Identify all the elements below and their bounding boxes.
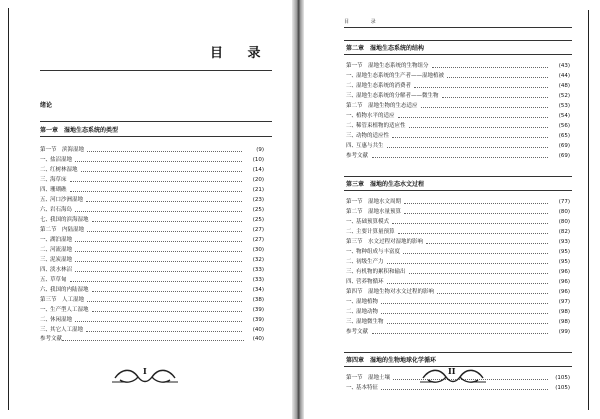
entry-label: 湿地植物 [356,299,379,305]
leader-dots [86,201,242,202]
toc-entry[interactable] [346,258,570,267]
entry-page: (32) [252,257,264,263]
toc-entry[interactable] [40,236,264,245]
entry-number: 三、 [346,269,358,275]
entry-label: 物种组成与丰富度 [356,249,401,255]
entry-label: 湿地生物的生态适应 [368,103,418,109]
entry-page: (96) [558,279,570,285]
leader-dots [70,281,243,282]
entry-page: (21) [252,187,264,193]
toc-entry[interactable] [40,226,264,235]
entry-number: 四、 [346,279,358,285]
leader-dots [409,127,549,128]
leader-dots [387,323,549,324]
entry-number: 三、 [40,327,52,333]
entry-number: 四、 [40,267,52,273]
leader-dots [75,321,242,322]
toc-entry[interactable] [40,206,264,215]
entry-number: 三、 [40,177,52,183]
entry-number: 三、 [40,257,52,263]
leader-dots [404,213,548,214]
entry-label: 水文过程对湿地的影响 [368,239,424,245]
entry-page: (20) [252,177,264,183]
entry-label: 基础预算模式 [356,219,390,225]
entry-label: 滨海湿地 [62,147,85,153]
leader-dots [372,333,548,334]
toc-entry[interactable] [40,326,264,335]
leader-dots [62,340,244,341]
entry-page: (95) [558,259,570,265]
references-entry[interactable] [346,152,570,161]
intro-label: 绪论 [40,102,53,109]
chapter-rule-top [344,352,572,353]
toc-entry[interactable] [40,316,264,325]
chapter-title: 湿地生态系统的结构 [370,45,425,52]
toc-entry[interactable] [346,208,570,217]
entry-label: 草草甸 [50,277,67,283]
leader-dots [372,157,548,158]
toc-entry[interactable] [346,112,570,121]
toc-entry[interactable] [40,186,264,195]
entry-label: 内陆湿地 [62,227,85,233]
entry-page: (43) [558,63,570,69]
entry-label: 河流湿地 [50,247,73,253]
entry-number: 六、 [40,207,52,213]
entry-label: 红树林湿地 [50,167,78,173]
entry-label: 稀管束植物的适应性 [356,123,406,129]
entry-label: 湿地水文周期 [368,199,402,205]
toc-entry[interactable] [40,216,264,225]
entry-page: (38) [252,297,264,303]
leader-dots [409,273,549,274]
toc-entry[interactable] [40,276,264,285]
toc-entry[interactable] [346,142,570,151]
title-rule [40,70,272,71]
entry-label: 湿地生态系统的消费者 [356,83,412,89]
entry-number: 第二节 [346,209,363,215]
entry-number: 第二节 [346,103,363,109]
entry-label: 有机物的累积和输出 [356,269,406,275]
entry-page: (10) [252,157,264,163]
running-head-rule [344,27,572,28]
entry-page: (105) [555,375,570,381]
entry-page: (96) [558,269,570,275]
chapter-title: 湿地的生态水文过程 [370,181,425,188]
entry-label: 我国的滨海湿地 [50,217,89,223]
toc-entry[interactable] [346,82,570,91]
toc-entry[interactable] [40,246,264,255]
entry-label: 湿地土壤 [368,375,391,381]
entry-number: 四、 [346,143,358,149]
entry-label: 湿地生态系统的生物组分 [368,63,429,69]
leader-dots [414,87,548,88]
left-page-top-border [8,8,9,410]
entry-page: (80) [558,209,570,215]
chapter-rule-top [40,121,272,122]
entry-number: 第一节 [346,199,363,205]
toc-entry[interactable] [40,286,264,295]
leader-dots [92,311,243,312]
entry-page: (9) [256,147,264,153]
entry-label: 初级生产力 [356,259,384,265]
entry-label: 湖泊湿地 [50,237,73,243]
toc-entry[interactable] [346,102,570,111]
chapter-rule-top [344,176,572,177]
chapter-number: 第四章 [346,357,365,364]
leader-dots [442,97,549,98]
entry-number: 一、 [40,237,52,243]
entry-page: (39) [252,317,264,323]
entry-label: 主要计算量预算 [356,229,395,235]
entry-label: 湿地生物对水文过程的影响 [368,289,435,295]
entry-number: 二、 [40,317,52,323]
entry-page: (82) [558,229,570,235]
entry-number: 第三节 [40,297,57,303]
toc-entry[interactable] [346,308,570,317]
entry-label: 休闲湿地 [50,317,73,323]
entry-label: 河口沙洲湿地 [50,197,84,203]
entry-page: (65) [558,133,570,139]
toc-entry[interactable] [40,296,264,305]
chapter-title: 湿地生态系统的类型 [64,127,119,134]
entry-number: 第二节 [40,227,57,233]
entry-number: 二、 [40,247,52,253]
entry-label: 我国的内陆湿地 [50,287,89,293]
chapter-title: 湿地的生物地球化学循环 [370,357,437,364]
entry-number: 四、 [40,187,52,193]
toc-entry[interactable] [346,238,570,247]
entry-number: 二、 [346,309,358,315]
entry-number: 二、 [346,83,358,89]
entry-label: 湿地生态系统的生产者——湿地植被 [356,73,445,79]
leader-dots [92,291,243,292]
entry-page: (27) [252,227,264,233]
running-head: 目 录 [344,19,386,25]
entry-page: (95) [558,249,570,255]
entry-label: 人工湿地 [62,297,85,303]
entry-page: (14) [252,167,264,173]
toc-entry[interactable] [346,278,570,287]
entry-number: 第一节 [346,63,363,69]
toc-entry[interactable] [346,122,570,131]
leader-dots [92,221,243,222]
left-page-number: I [143,366,147,376]
toc-entry[interactable] [40,156,264,165]
book-gutter [292,0,304,419]
entry-page: (93) [558,239,570,245]
entry-number: 一、 [346,113,358,119]
toc-entry[interactable] [346,228,570,237]
toc-entry[interactable] [40,166,264,175]
entry-number: 七、 [40,217,52,223]
entry-label: 其它人工湿地 [50,327,84,333]
entry-label: 淡水林沼 [50,267,73,273]
leader-dots [75,211,242,212]
toc-entry[interactable] [346,298,570,307]
leader-dots [75,261,242,262]
references-entry[interactable] [40,335,264,344]
toc-entry[interactable] [40,266,264,275]
toc-entry[interactable] [40,256,264,265]
entry-label: 动物的适应性 [356,133,390,139]
entry-number: 一、 [40,307,52,313]
entry-label: 岩石海岛 [50,207,73,213]
chapter-number: 第一章 [40,127,59,134]
leader-dots [387,263,549,264]
toc-entry[interactable] [346,248,570,257]
toc-entry[interactable] [346,62,570,71]
toc-entry[interactable] [346,268,570,277]
entry-label: 珊瑚礁 [50,187,67,193]
toc-entry[interactable] [40,306,264,315]
entry-label: 海草床 [50,177,67,183]
toc-title: 目 录 [210,46,271,61]
leader-dots [70,181,243,182]
leader-dots [75,241,242,242]
leader-dots [404,203,548,204]
entry-number: 一、 [346,249,358,255]
toc-entry[interactable] [346,132,570,141]
entry-number: 六、 [40,287,52,293]
entry-number: 第三节 [346,239,363,245]
leader-dots [392,137,548,138]
leader-dots [398,233,549,234]
leader-dots [87,151,242,152]
entry-number: 二、 [346,259,358,265]
entry-number: 二、 [40,167,52,173]
toc-entry[interactable] [346,218,570,227]
entry-page: (48) [558,83,570,89]
entry-page: (52) [558,93,570,99]
entry-page: (23) [252,197,264,203]
chapter-rule-bottom [344,190,572,191]
references-page: (99) [558,329,570,335]
toc-entry[interactable] [346,92,570,101]
right-page-edge [588,10,589,410]
leader-dots [86,331,242,332]
leader-dots [447,77,548,78]
entry-label: 湿地生态系统的分解者——微生物 [356,93,439,99]
entry-label: 营养物循环 [356,279,384,285]
entry-page: (96) [558,289,570,295]
left-page [0,0,292,419]
entry-page: (39) [252,307,264,313]
entry-label: 湿地微生物 [356,319,384,325]
right-page [304,0,600,419]
leader-dots [381,303,548,304]
entry-page: (25) [252,207,264,213]
references-entry[interactable] [346,328,570,337]
references-page: (40) [252,336,264,342]
entry-number: 三、 [346,93,358,99]
toc-entry[interactable] [346,288,570,297]
entry-number: 第一节 [346,375,363,381]
leader-dots [81,171,243,172]
leader-dots [70,191,243,192]
entry-number: 三、 [346,319,358,325]
leader-dots [437,293,548,294]
leader-dots [75,251,242,252]
entry-page: (105) [555,385,570,391]
references-label: 参考文献 [346,329,369,335]
toc-entry[interactable] [346,318,570,327]
entry-label: 生产型人工湿地 [50,307,89,313]
entry-page: (40) [252,327,264,333]
chapter-rule-bottom [344,54,572,55]
toc-entry[interactable] [40,176,264,185]
chapter-rule-bottom [40,136,272,137]
leader-dots [392,223,548,224]
leader-dots [87,231,242,232]
entry-page: (33) [252,267,264,273]
entry-page: (69) [558,143,570,149]
entry-page: (98) [558,319,570,325]
entry-page: (53) [558,103,570,109]
entry-label: 泥炭湿地 [50,257,73,263]
leader-dots [398,117,549,118]
entry-number: 一、 [346,385,358,391]
leader-dots [87,301,242,302]
entry-label: 盐沼湿地 [50,157,73,163]
entry-number: 二、 [346,123,358,129]
entry-page: (44) [558,73,570,79]
chapter-number: 第二章 [346,45,365,52]
entry-number: 二、 [346,229,358,235]
entry-label: 湿地水量预算 [368,209,402,215]
entry-page: (77) [558,199,570,205]
entry-page: (25) [252,217,264,223]
entry-number: 一、 [346,219,358,225]
entry-page: (30) [252,247,264,253]
entry-label: 植物水平的适应 [356,113,395,119]
chapter-rule-top [344,40,572,41]
entry-number: 一、 [40,157,52,163]
entry-page: (56) [558,123,570,129]
toc-entry[interactable] [40,196,264,205]
leader-dots [387,147,549,148]
leader-dots [387,283,549,284]
entry-label: 基本特征 [356,385,379,391]
entry-page: (54) [558,113,570,119]
toc-entry[interactable] [346,198,570,207]
references-label: 参考文献 [40,336,63,342]
leader-dots [381,389,548,390]
entry-page: (27) [252,237,264,243]
entry-page: (34) [252,287,264,293]
right-page-number: II [448,366,456,376]
leader-dots [426,243,548,244]
chapter-number: 第三章 [346,181,365,188]
entry-page: (33) [252,277,264,283]
entry-number: 第四节 [346,289,363,295]
leader-dots [403,253,548,254]
entry-label: 互惠与共生 [356,143,384,149]
references-label: 参考文献 [346,153,369,159]
entry-number: 一、 [346,299,358,305]
entry-number: 三、 [346,133,358,139]
entry-number: 五、 [40,197,52,203]
leader-dots [381,313,548,314]
entry-number: 一、 [346,73,358,79]
entry-label: 湿地动物 [356,309,379,315]
leader-dots [432,67,549,68]
entry-page: (98) [558,309,570,315]
references-page: (69) [558,153,570,159]
entry-page: (80) [558,219,570,225]
entry-number: 第一节 [40,147,57,153]
entry-page: (97) [558,299,570,305]
toc-entry[interactable] [40,146,264,155]
leader-dots [75,161,242,162]
entry-number: 五、 [40,277,52,283]
leader-dots [421,107,549,108]
toc-entry[interactable] [346,72,570,81]
leader-dots [75,271,242,272]
